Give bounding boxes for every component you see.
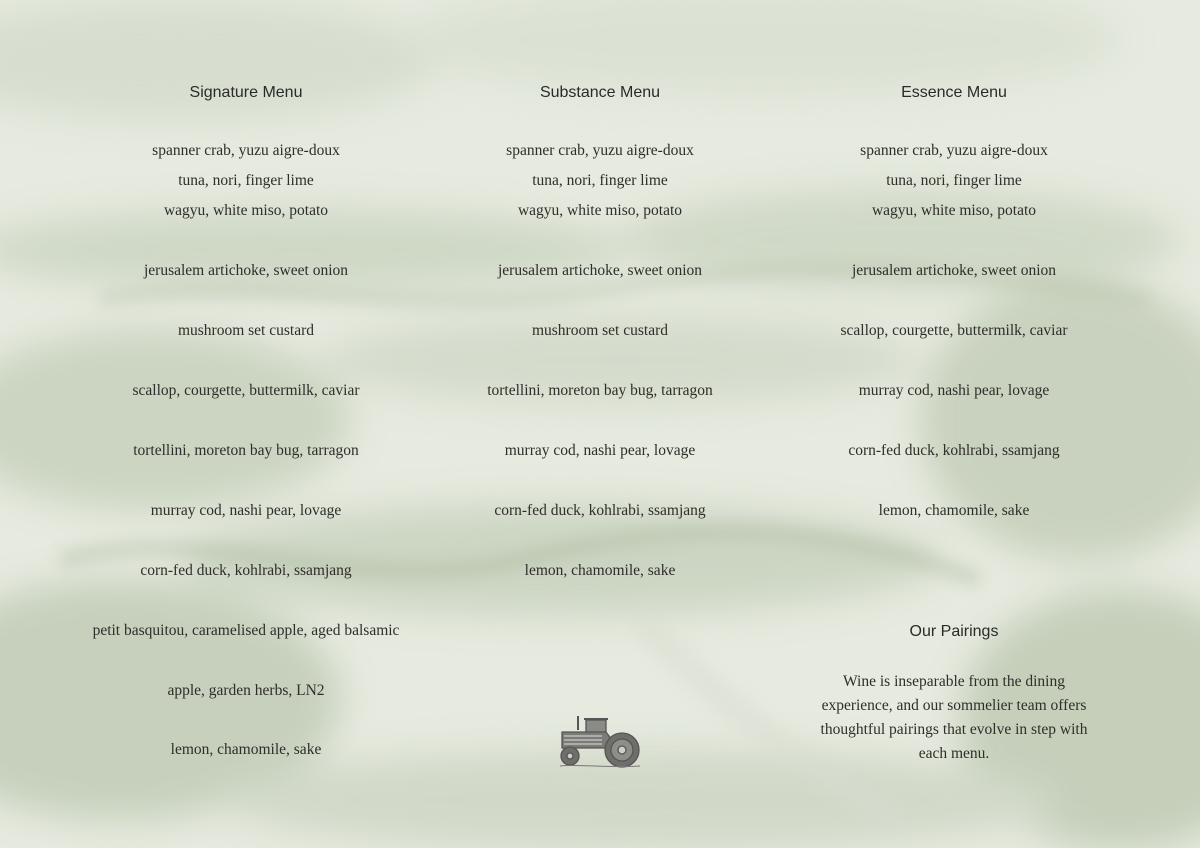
dish-item: tuna, nori, finger lime [178, 172, 314, 189]
dish-item: mushroom set custard [177, 322, 315, 339]
menu-title: Signature Menu [189, 84, 303, 101]
dish-item: corn-fed duck, kohlrabi, ssamjang [140, 562, 352, 579]
dish-item: mushroom set custard [531, 322, 669, 339]
tractor-icon [556, 712, 644, 770]
dish-item: corn-fed duck, kohlrabi, ssamjang [494, 502, 706, 519]
dish-item: tuna, nori, finger lime [886, 172, 1022, 189]
dish-item: murray cod, nashi pear, lovage [858, 382, 1050, 399]
dish-item: apple, garden herbs, LN2 [167, 682, 325, 699]
dish-item: murray cod, nashi pear, lovage [150, 502, 342, 519]
dish-item: scallop, courgette, buttermilk, caviar [132, 382, 360, 399]
dish-item: wagyu, white miso, potato [517, 202, 683, 219]
dish-item: lemon, chamomile, sake [878, 502, 1030, 519]
dish-item: tuna, nori, finger lime [532, 172, 668, 189]
dish-item: wagyu, white miso, potato [871, 202, 1037, 219]
dish-item: jerusalem artichoke, sweet onion [497, 262, 702, 279]
dish-item: scallop, courgette, buttermilk, caviar [840, 322, 1068, 339]
dish-item: wagyu, white miso, potato [163, 202, 329, 219]
dish-item: tortellini, moreton bay bug, tarragon [133, 442, 359, 459]
dish-item: jerusalem artichoke, sweet onion [143, 262, 348, 279]
dish-item: corn-fed duck, kohlrabi, ssamjang [848, 442, 1060, 459]
dish-item: spanner crab, yuzu aigre-doux [506, 142, 694, 159]
dish-item: tortellini, moreton bay bug, tarragon [487, 382, 713, 399]
menu-title: Essence Menu [901, 84, 1007, 101]
dish-item: jerusalem artichoke, sweet onion [851, 262, 1056, 279]
dish-item: petit basquitou, caramelised apple, aged balsamic [92, 622, 400, 639]
dish-item: lemon, chamomile, sake [170, 741, 322, 758]
menu-title: Substance Menu [539, 84, 661, 101]
dish-item: spanner crab, yuzu aigre-doux [152, 142, 340, 159]
pairings-description: Wine is inseparable from the dining experience, and our sommelier team offers thoughtful pairings that evolve in step with each menu. [820, 673, 1088, 762]
dish-item: murray cod, nashi pear, lovage [504, 442, 696, 459]
dish-item: spanner crab, yuzu aigre-doux [860, 142, 1048, 159]
pairings-title: Our Pairings [909, 623, 999, 640]
dish-item: lemon, chamomile, sake [524, 562, 676, 579]
